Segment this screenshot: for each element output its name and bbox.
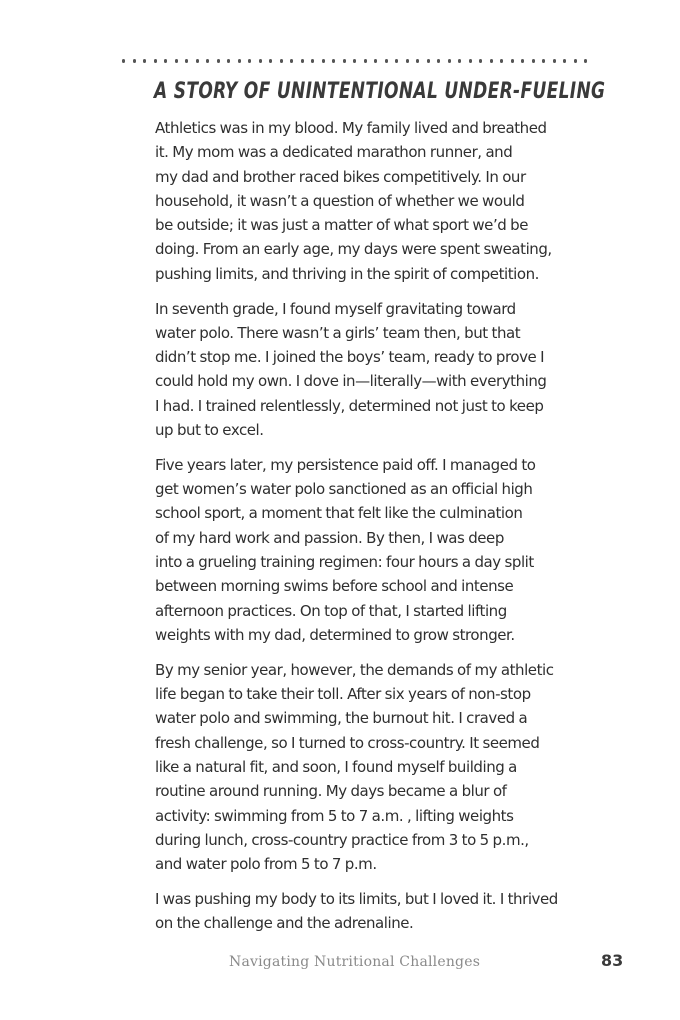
- text-line: In seventh grade, I found myself gravitating toward: [155, 299, 516, 318]
- dot: [574, 59, 577, 62]
- text-line: By my senior year, however, the demands of my athletic: [155, 660, 554, 679]
- dot: [437, 59, 440, 62]
- text-line: fresh challenge, so I turned to cross-country. It seemed: [155, 733, 540, 752]
- dot: [448, 59, 451, 62]
- dot: [154, 59, 157, 62]
- dot: [458, 59, 461, 62]
- text-line: I was pushing my body to its limits, but I loved it. I thrived: [155, 889, 558, 908]
- text-line: between morning swims before school and intense: [155, 577, 514, 596]
- paragraph: [155, 116, 567, 286]
- dot: [511, 59, 514, 62]
- dot: [500, 59, 503, 62]
- text-line: weights with my dad, determined to grow stronger.: [155, 625, 515, 644]
- text-line: routine around running. My days became a blur of: [155, 782, 507, 801]
- text-line: Five years later, my persistence paid off. I managed to: [155, 455, 536, 474]
- text-line: get women’s water polo sanctioned as an official high: [155, 480, 533, 499]
- dot: [584, 59, 587, 62]
- dot: [364, 59, 367, 62]
- text-line: could hold my own. I dove in—literally—with everything: [155, 372, 547, 391]
- dot: [332, 59, 335, 62]
- text-line: water polo. There wasn’t a girls’ team then, but that: [155, 323, 521, 342]
- text-line: into a grueling training regimen: four hours a day split: [155, 553, 534, 572]
- text-line: on the challenge and the adrenaline.: [155, 914, 414, 933]
- dot: [416, 59, 419, 62]
- dot: [311, 59, 314, 62]
- dot: [395, 59, 398, 62]
- dot: [479, 59, 482, 62]
- dot: [269, 59, 272, 62]
- text-line: of my hard work and passion. By then, I was deep: [155, 528, 504, 547]
- dot: [343, 59, 346, 62]
- dot: [248, 59, 251, 62]
- paragraph: [155, 658, 567, 877]
- running-footer-title: Navigating Nutritional Challenges: [229, 954, 481, 970]
- paragraph: [155, 887, 567, 936]
- dot: [301, 59, 304, 62]
- text-line: during lunch, cross-country practice from 3 to 5 p.m.,: [155, 830, 529, 849]
- text-line: like a natural fit, and soon, I found myself building a: [155, 757, 517, 776]
- dot: [217, 59, 220, 62]
- paragraph: [155, 297, 567, 443]
- text-line: household, it wasn’t a question of whether we would: [155, 191, 525, 210]
- dot: [427, 59, 430, 62]
- text-line: and water polo from 5 to 7 p.m.: [155, 855, 377, 874]
- text-line: afternoon practices. On top of that, I started lifting: [155, 601, 507, 620]
- dot: [175, 59, 178, 62]
- dot: [196, 59, 199, 62]
- dot: [521, 59, 524, 62]
- dot: [406, 59, 409, 62]
- dot: [164, 59, 167, 62]
- text-line: up but to excel.: [155, 421, 264, 440]
- text-line: school sport, a moment that felt like the culmination: [155, 504, 523, 523]
- dot: [185, 59, 188, 62]
- paragraph: [155, 453, 567, 647]
- text-line: Athletics was in my blood. My family lived and breathed: [155, 119, 547, 137]
- dot: [290, 59, 293, 62]
- dot: [322, 59, 325, 62]
- dot: [532, 59, 535, 62]
- text-line: didn’t stop me. I joined the boys’ team, ready to prove I: [155, 348, 545, 367]
- dot: [553, 59, 556, 62]
- text-line: I had. I trained relentlessly, determined not just to keep: [155, 396, 544, 415]
- section-heading: A STORY OF UNINTENTIONAL UNDER-FUELING: [154, 79, 606, 104]
- dot: [122, 59, 125, 62]
- dot: [206, 59, 209, 62]
- dot: [490, 59, 493, 62]
- text-line: activity: swimming from 5 to 7 a.m. , lifting weights: [155, 806, 514, 825]
- text-line: my dad and brother raced bikes competitively. In our: [155, 167, 526, 186]
- page-number: 83: [601, 951, 624, 970]
- dot: [227, 59, 230, 62]
- dotted-rule: [122, 58, 588, 64]
- dot: [469, 59, 472, 62]
- text-line: be outside; it was just a matter of what sport we’d be: [155, 216, 529, 235]
- dot: [385, 59, 388, 62]
- dot: [133, 59, 136, 62]
- dot: [563, 59, 566, 62]
- text-line: doing. From an early age, my days were spent sweating,: [155, 240, 552, 259]
- dot: [374, 59, 377, 62]
- text-line: water polo and swimming, the burnout hit. I craved a: [155, 709, 528, 728]
- dot: [238, 59, 241, 62]
- dot: [259, 59, 262, 62]
- text-line: pushing limits, and thriving in the spirit of competition.: [155, 264, 539, 283]
- text-line: it. My mom was a dedicated marathon runner, and: [155, 143, 513, 162]
- text-line: life began to take their toll. After six years of non-stop: [155, 685, 531, 704]
- dot: [143, 59, 146, 62]
- dot: [542, 59, 545, 62]
- dot: [280, 59, 283, 62]
- body-text: [155, 116, 567, 946]
- dot: [353, 59, 356, 62]
